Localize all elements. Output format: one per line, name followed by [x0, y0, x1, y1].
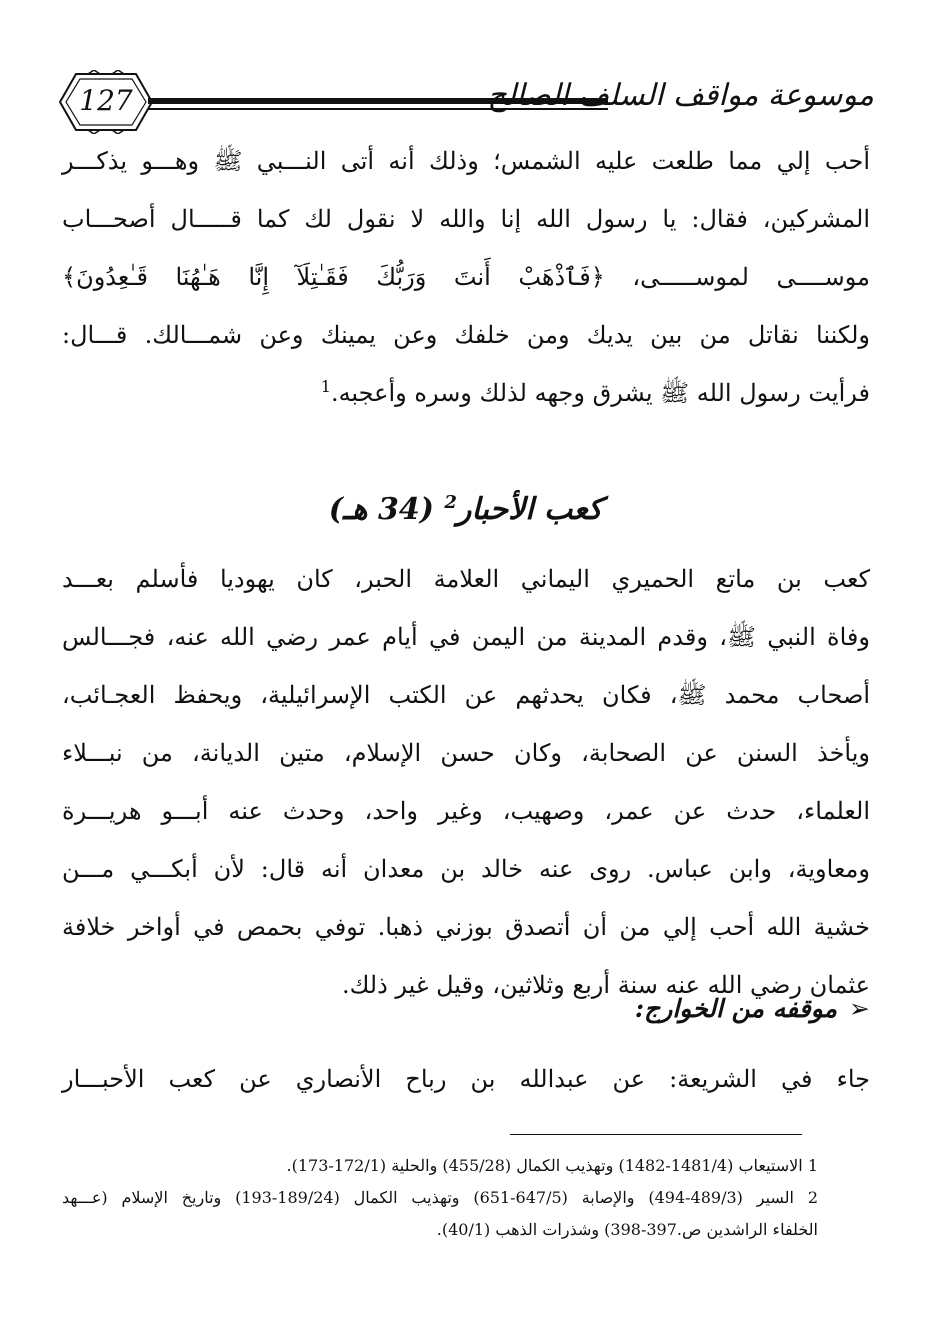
- paragraph-1: [62, 132, 870, 422]
- section-title-text: كعب الأحبار: [456, 492, 603, 527]
- text-line: ويأخذ السنن عن الصحابة، وكان حسن الإسلام، متين الديانة، من نبـــلاء: [62, 739, 870, 767]
- text-line: المشركين، فقال: يا رسول الله إنا والله لا نقول لك كما قـــــال أصحـــاب: [62, 205, 870, 233]
- section-title: [0, 492, 931, 527]
- footnote-ref-1: 1: [320, 377, 331, 396]
- text-line: أحب إلي مما طلعت عليه الشمس؛ وذلك أنه أتى النـــبي ﷺ وهـــو يذكـــر: [62, 147, 870, 175]
- arrow-bullet-icon: ➢: [849, 994, 870, 1023]
- footnote-2-continued: الخلفاء الراشدين ص.397-398) وشذرات الذهب (40/1).: [436, 1220, 818, 1239]
- text-line: كعب بن ماتع الحميري اليماني العلامة الحبر، كان يهوديا فأسلم بعـــد: [62, 565, 870, 593]
- section-date: (34 هـ): [328, 492, 434, 527]
- footnote-1: 1 الاستيعاب (1481/4-1482) وتهذيب الكمال (455/28) والحلية (172/1-173).: [286, 1156, 818, 1175]
- subheading: [62, 994, 870, 1023]
- text-line: موســــى لموســـــى، ﴿فَٱذْهَبْ أَنتَ وَرَبُّكَ فَقَـٰتِلَآ إِنَّا هَـٰهُنَا قَـٰعِدُونَ﴾: [62, 263, 870, 291]
- paragraph-3: [62, 1050, 870, 1108]
- text-line-with-footnote: [62, 364, 870, 422]
- text-line: وفاة النبي ﷺ، وقدم المدينة من اليمن في أيام عمر رضي الله عنه، فجـــالس: [62, 623, 870, 651]
- subheading-text: موقفه من الخوارج:: [634, 994, 838, 1023]
- text-line: جاء في الشريعة: عن عبدالله بن رباح الأنصاري عن كعب الأحبـــار: [62, 1065, 871, 1093]
- page-number: 127: [79, 84, 133, 117]
- text-line: العلماء، حدث عن عمر، وصهيب، وغير واحد، وحدث عنه أبـــو هريـــرة: [62, 797, 870, 825]
- text-line: ولكننا نقاتل من بين يديك ومن خلفك وعن يمينك وعن شمـــالك. قـــال:: [62, 321, 870, 349]
- text-line: أصحاب محمد ﷺ، فكان يحدثهم عن الكتب الإسرائيلية، ويحفظ العجـائب،: [62, 681, 870, 709]
- book-title: موسوعة مواقف السلف الصالح: [487, 78, 874, 113]
- section-footnote-ref: 2: [444, 492, 457, 513]
- text-line: خشية الله أحب إلي من أن أتصدق بوزني ذهبا. توفي بحمص في أواخر خلافة: [62, 913, 870, 941]
- page-header: [58, 70, 874, 140]
- footnotes: [62, 1150, 818, 1246]
- text-line: ومعاوية، وابن عباس. روى عنه خالد بن معدان أنه قال: لأن أبكـــي مـــن: [62, 855, 870, 883]
- page-number-badge: [58, 70, 154, 134]
- footnote-separator: [510, 1134, 802, 1135]
- paragraph-2: [62, 550, 870, 1014]
- text-line: عثمان رضي الله عنه سنة أربع وثلاثين، وقيل غير ذلك.: [341, 971, 870, 999]
- footnote-2: 2 السير (489/3-494) والإصابة (647/5-651) وتهذيب الكمال (189/24-193) وتاريخ الإسلام (عـــهد: [62, 1188, 818, 1207]
- text-line: فرأيت رسول الله ﷺ يشرق وجهه لذلك وسره وأعجبه.: [330, 379, 870, 407]
